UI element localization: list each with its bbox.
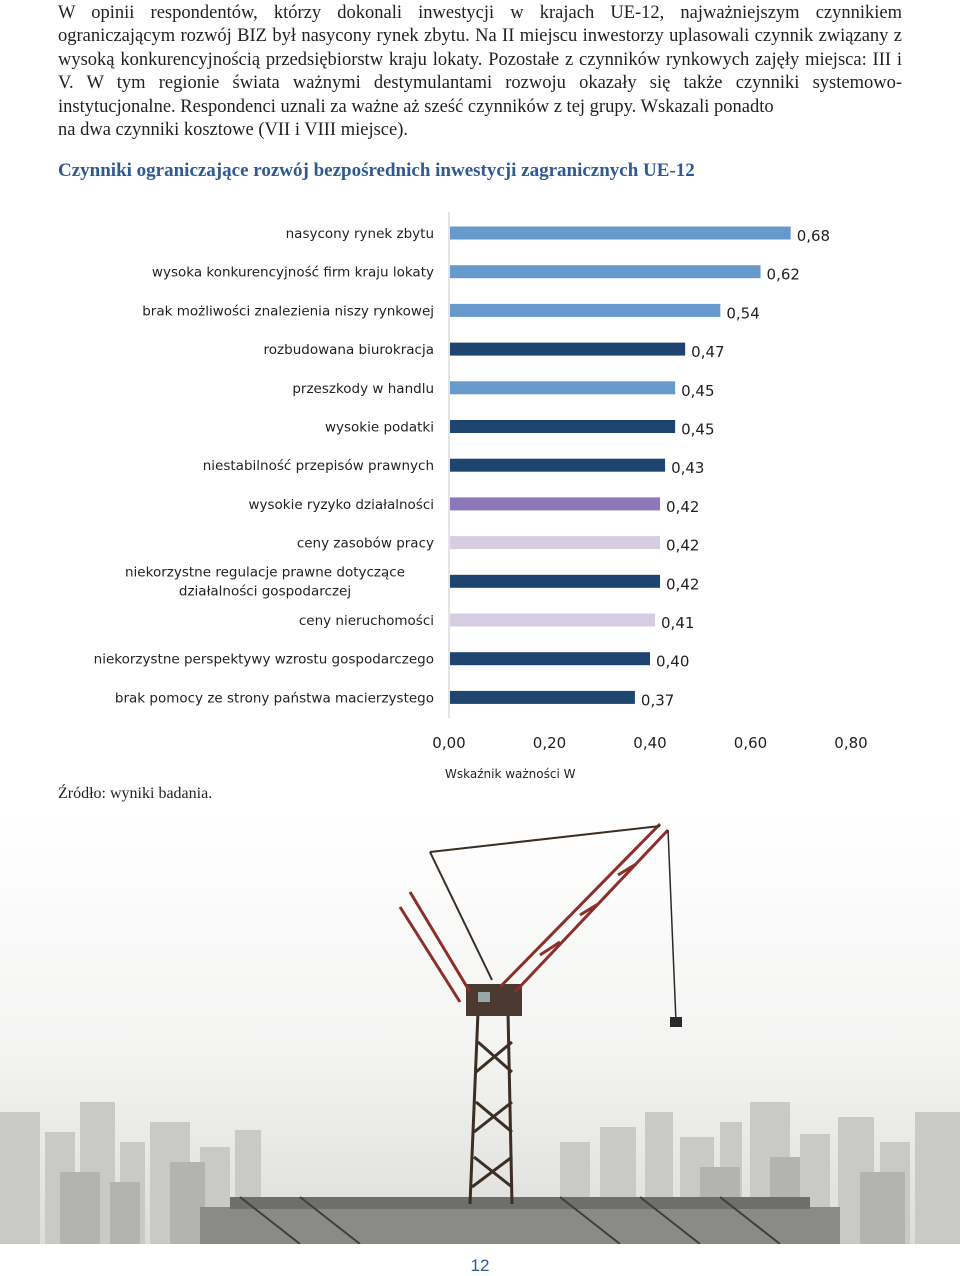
bar [450, 497, 660, 510]
intro-tail: na dwa czynniki kosztowe (VII i VIII miejsce). [58, 120, 409, 141]
category-label: wysokie ryzyko działalności [248, 496, 434, 513]
bar [450, 381, 675, 394]
bar [450, 614, 655, 627]
chart-bars [450, 227, 791, 704]
data-label: 0,47 [691, 343, 725, 362]
x-tick-label: 0,40 [633, 734, 667, 752]
data-label: 0,40 [656, 652, 690, 671]
category-label: brak pomocy ze strony państwa macierzystego [114, 690, 434, 707]
category-label: niestabilność przepisów prawnych [202, 458, 434, 475]
category-label: niekorzystne regulacje prawne dotyczące działalności gospodarczej [125, 564, 405, 600]
data-label: 0,41 [661, 614, 695, 632]
data-label: 0,42 [666, 536, 700, 555]
chart-title: Czynniki ograniczające rozwój bezpośrednich inwestycji zagranicznych UE-12 [58, 160, 695, 181]
x-tick-label: 0,00 [432, 734, 466, 752]
data-label: 0,43 [671, 459, 705, 478]
category-label: przeszkody w handlu [292, 380, 434, 397]
intro-text: W opinii respondentów, którzy dokonali inwestycji w krajach UE-12, najważniejszym czynnikiem ograniczającym rozwój BIZ był nasycony rynek zbytu. Na II miejscu inwestorzy uplasowali czynnik związany z wysoką konkurencyjnością przedsiębiorstw kraju lokaty. Pozostałe z czynników rynkowych zajęły miejsca: III i V. W tym regionie świata ważnymi destymulantami rozwoju okazały się także czynniki systemowo-instytucjonalne. Respondenci uznali za ważne aż sześć czynników z tej grupy. Wskazali ponadto [58, 3, 902, 117]
data-label: 0,42 [666, 575, 700, 594]
x-axis-label: Wskaźnik ważności W [445, 767, 576, 781]
bar [450, 691, 635, 704]
data-label: 0,37 [640, 691, 675, 710]
category-label: rozbudowana biurokracja [263, 342, 434, 359]
x-tick-label: 0,60 [733, 734, 768, 752]
bar [450, 652, 650, 665]
category-label: nasycony rynek zbytu [285, 226, 434, 242]
data-label: 0,45 [681, 420, 715, 439]
data-label: 0,42 [666, 497, 700, 516]
x-tick-labels [432, 734, 867, 752]
bar [450, 343, 685, 356]
bar-chart [0, 200, 960, 800]
construction-crane-photo [0, 812, 960, 1244]
bar [450, 265, 761, 278]
category-label: niekorzystne perspektywy wzrostu gospodarczego [93, 651, 434, 668]
intro-paragraph [58, 2, 902, 142]
data-label: 0,45 [681, 381, 715, 400]
data-label: 0,62 [766, 265, 800, 284]
category-label: ceny nieruchomości [298, 613, 434, 629]
page-number: 12 [470, 1256, 490, 1275]
bar [450, 459, 665, 472]
category-labels [94, 226, 434, 706]
bar [450, 304, 720, 317]
category-label: wysoka konkurencyjność firm kraju lokaty [151, 264, 434, 281]
category-label: brak możliwości znalezienia niszy rynkowej [142, 303, 434, 320]
bar [450, 420, 675, 433]
data-label: 0,68 [796, 227, 831, 245]
bar [450, 227, 791, 240]
x-tick-label: 0,20 [532, 734, 567, 752]
bar [450, 536, 660, 549]
category-label: ceny zasobów pracy [296, 535, 434, 552]
category-label: wysokie podatki [324, 419, 434, 436]
value-labels [641, 227, 830, 709]
source-note: Źródło: wyniki badania. [58, 785, 213, 802]
x-tick-label: 0,80 [834, 734, 868, 752]
data-label: 0,54 [726, 304, 760, 323]
bar [450, 575, 660, 588]
